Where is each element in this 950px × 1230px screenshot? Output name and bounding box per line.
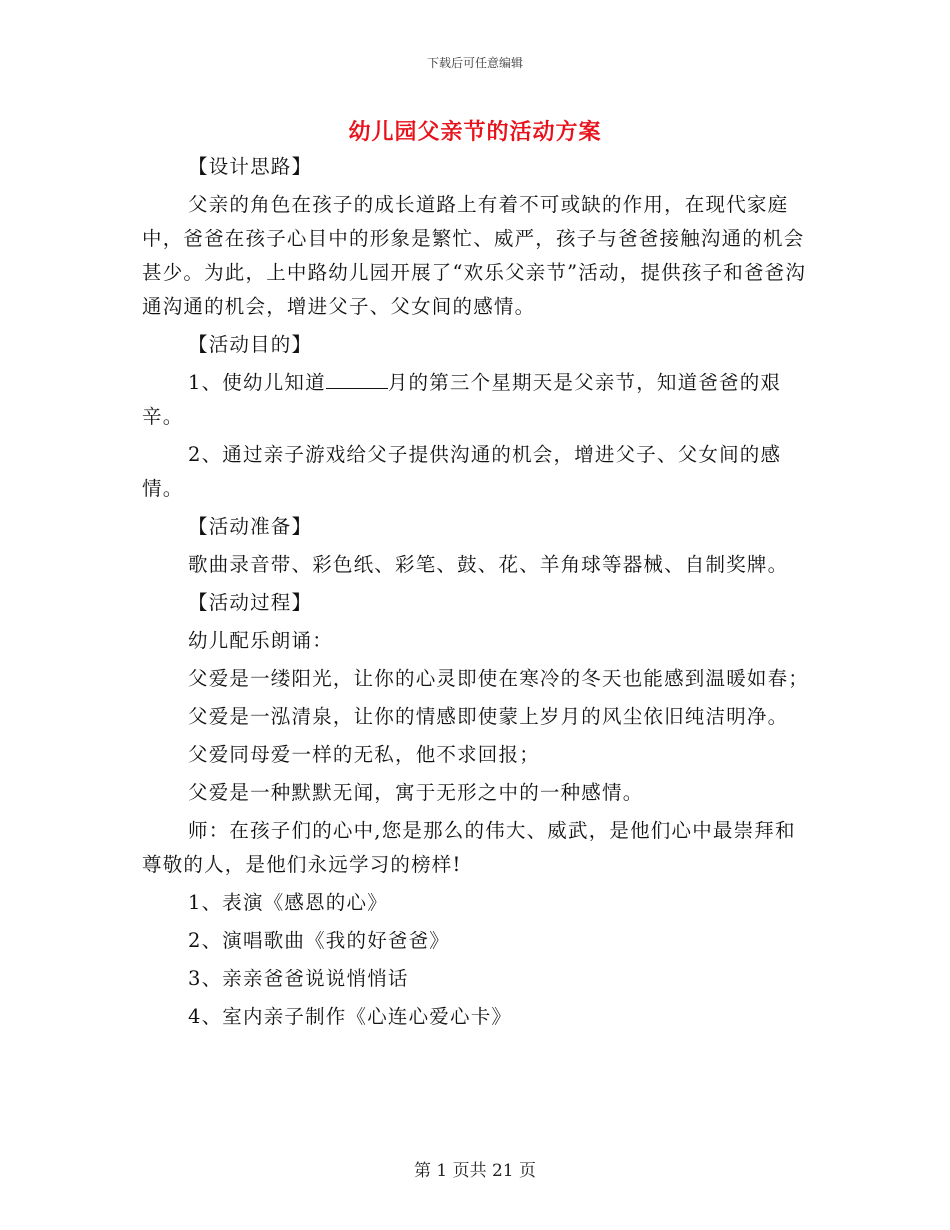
goal-1-after: 月的第三个星期天是父亲节，知道爸爸的艰辛。 (142, 371, 782, 428)
header-note: 下载后可任意编辑 (426, 56, 523, 70)
goal-item-2: 2、通过亲子游戏给父子提供沟通的机会，增进父子、父女间的感情。 (142, 443, 782, 500)
recite-line-2: 父爱是一泓清泉，让你的情感即使蒙上岁月的风尘依旧纯洁明净。 (188, 705, 789, 728)
recite-intro: 幼儿配乐朗诵： (188, 629, 333, 652)
goal-heading: 【活动目的】 (188, 333, 313, 356)
design-heading: 【设计思路】 (188, 155, 313, 178)
step-item: 2、演唱歌曲《我的好爸爸》 (188, 929, 451, 952)
prep-paragraph: 歌曲录音带、彩色纸、彩笔、鼓、花、羊角球等器械、自制奖牌。 (188, 553, 789, 576)
goal-1-before: 1、使幼儿知道 (188, 371, 326, 394)
prep-heading: 【活动准备】 (188, 515, 313, 538)
recite-line-3: 父爱同母爱一样的无私，他不求回报； (188, 743, 540, 766)
step-item: 4、室内亲子制作《心连心爱心卡》 (188, 1005, 513, 1028)
step-item: 3、亲亲爸爸说说悄悄话 (188, 967, 409, 990)
recite-line-1: 父爱是一缕阳光，让你的心灵即使在寒冷的冬天也能感到温暖如春； (188, 667, 810, 690)
fill-in-blank (326, 370, 388, 389)
step-item: 1、表演《感恩的心》 (188, 891, 388, 914)
teacher-paragraph: 师：在孩子们的心中,您是那么的伟大、威武，是他们心中最崇拜和尊敬的人，是他们永远学习的榜样! (142, 819, 796, 876)
goal-item-1 (142, 366, 810, 434)
process-heading: 【活动过程】 (188, 591, 313, 614)
page-footer: 第 1 页共 21 页 (413, 1161, 537, 1181)
recite-line-4: 父爱是一种默默无闻，寓于无形之中的一种感情。 (188, 781, 644, 804)
design-paragraph: 父亲的角色在孩子的成长道路上有着不可或缺的作用，在现代家庭中，爸爸在孩子心目中的形象是繁忙、威严，孩子与爸爸接触沟通的机会甚少。为此，上中路幼儿园开展了“欢乐父亲节”活动，提供孩子和爸爸沟通沟通的机会，增进父子、父女间的感情。 (142, 193, 807, 318)
document-title: 幼儿园父亲节的活动方案 (348, 119, 602, 145)
document-body (142, 150, 810, 1034)
